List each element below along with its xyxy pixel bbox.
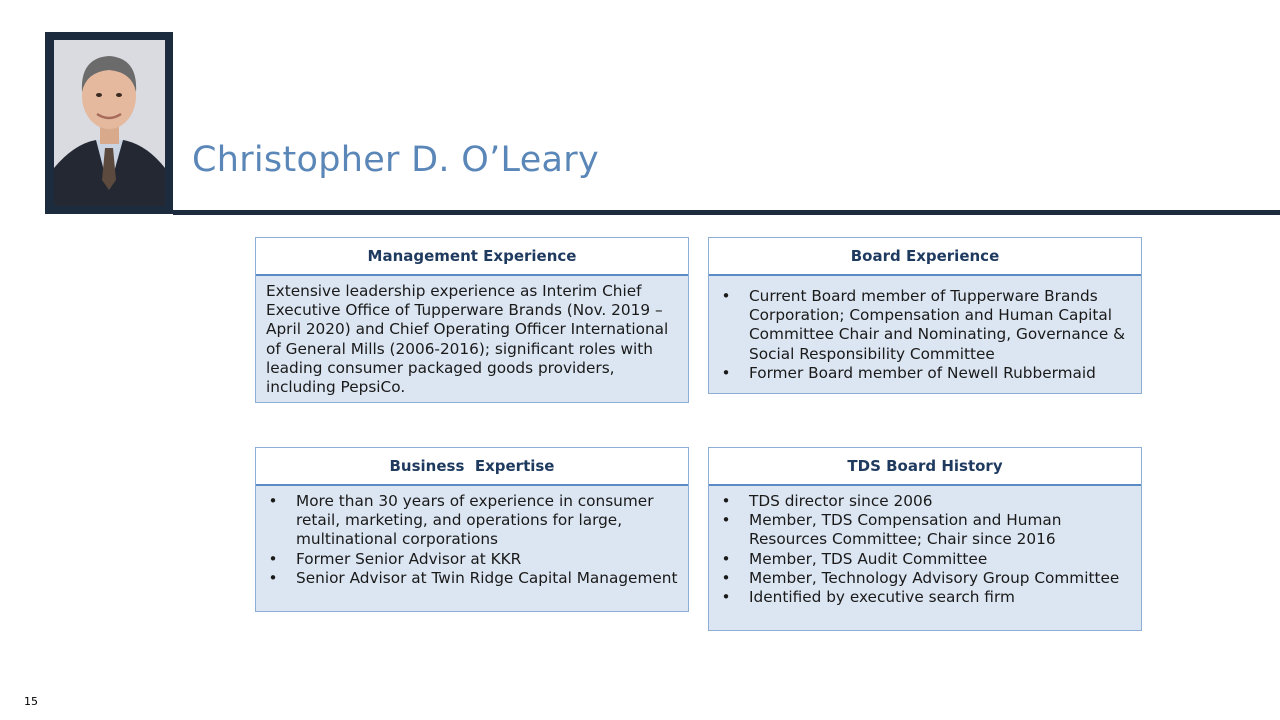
title-divider [173, 210, 1280, 215]
card-body [256, 276, 688, 403]
board-experience-card [708, 237, 1142, 394]
list-item: • More than 30 years of experience in consumer retail, marketing, and operations for large, multinational corporations [266, 492, 678, 550]
card-heading: TDS Board History [709, 448, 1141, 486]
bullet-list [266, 492, 678, 588]
list-item: • Member, Technology Advisory Group Committee [719, 569, 1131, 588]
list-item: • Current Board member of Tupperware Brands Corporation; Compensation and Human Capital Committee Chair and Nominating, Governance & Social Responsibility Committee [719, 287, 1131, 364]
portrait-photo [54, 40, 165, 206]
list-item: • Identified by executive search firm [719, 588, 1131, 607]
list-item: • Senior Advisor at Twin Ridge Capital Management [266, 569, 678, 588]
list-item: • Former Senior Advisor at KKR [266, 550, 678, 569]
card-body [709, 276, 1141, 389]
list-item: • TDS director since 2006 [719, 492, 1131, 511]
business-expertise-card [255, 447, 689, 612]
page-title: Christopher D. O’Leary [192, 140, 599, 180]
list-item: • Member, TDS Audit Committee [719, 550, 1131, 569]
list-item: • Former Board member of Newell Rubbermaid [719, 364, 1131, 383]
card-body [709, 486, 1141, 613]
card-text: Extensive leadership experience as Interim Chief Executive Office of Tupperware Brands (Nov. 2019 – April 2020) and Chief Operating Officer International of General Mills (2006-2016); significant roles with leading consumer packaged goods providers, including PepsiCo. [266, 282, 669, 397]
card-body [256, 486, 688, 594]
card-heading: Business Expertise [256, 448, 688, 486]
portrait-frame [45, 32, 173, 214]
card-heading: Management Experience [256, 238, 688, 276]
management-experience-card [255, 237, 689, 403]
page-number: 15 [24, 695, 38, 708]
bullet-list [719, 492, 1131, 607]
card-heading: Board Experience [709, 238, 1141, 276]
bullet-list [719, 287, 1131, 383]
list-item: • Member, TDS Compensation and Human Resources Committee; Chair since 2016 [719, 511, 1131, 549]
tds-board-history-card [708, 447, 1142, 631]
